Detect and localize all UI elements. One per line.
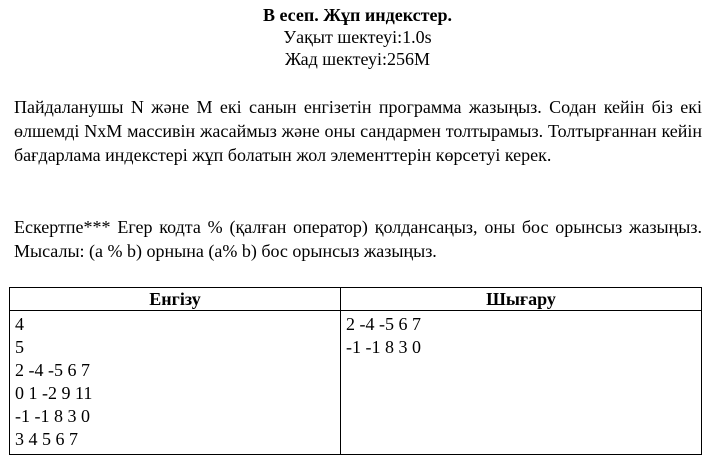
memory-limit: Жад шектеуі:256M (284, 49, 431, 69)
output-line: 2 -4 -5 6 7 (346, 314, 421, 334)
input-cell (10, 311, 341, 455)
input-line: 0 1 -2 9 11 (15, 383, 93, 403)
input-column-header: Енгізу (10, 288, 341, 311)
io-example-table (9, 287, 702, 455)
problem-title: В есеп. Жұп индекстер. (262, 5, 453, 25)
output-column-header: Шығару (341, 288, 702, 311)
output-cell (341, 311, 702, 455)
input-line: -1 -1 8 3 0 (15, 406, 90, 426)
input-line: 2 -4 -5 6 7 (15, 360, 90, 380)
time-limit: Уақыт шектеуі:1.0s (283, 27, 432, 47)
input-line: 5 (15, 337, 24, 357)
input-line: 3 4 5 6 7 (15, 429, 78, 449)
problem-header (0, 4, 715, 70)
note-paragraph: Ескертпе*** Егер кодта % (қалған оператор) қолдансаңыз, оны бос орынсыз жазыңыз. Мысалы: (a % b) орнына (a% b) бос орынсыз жазыңыз. (14, 217, 702, 261)
input-line: 4 (15, 314, 24, 334)
output-line: -1 -1 8 3 0 (346, 337, 421, 357)
statement-paragraph: Пайдаланушы N және M екі санын енгізетін программа жазыңыз. Содан кейін біз екі өлшемді NxM массивін жасаймыз және оны сандармен толтырамыз. Толтырғаннан кейін бағдарлама индекстері жұп болатын жол элементтерін көрсетуі керек. (14, 97, 702, 165)
